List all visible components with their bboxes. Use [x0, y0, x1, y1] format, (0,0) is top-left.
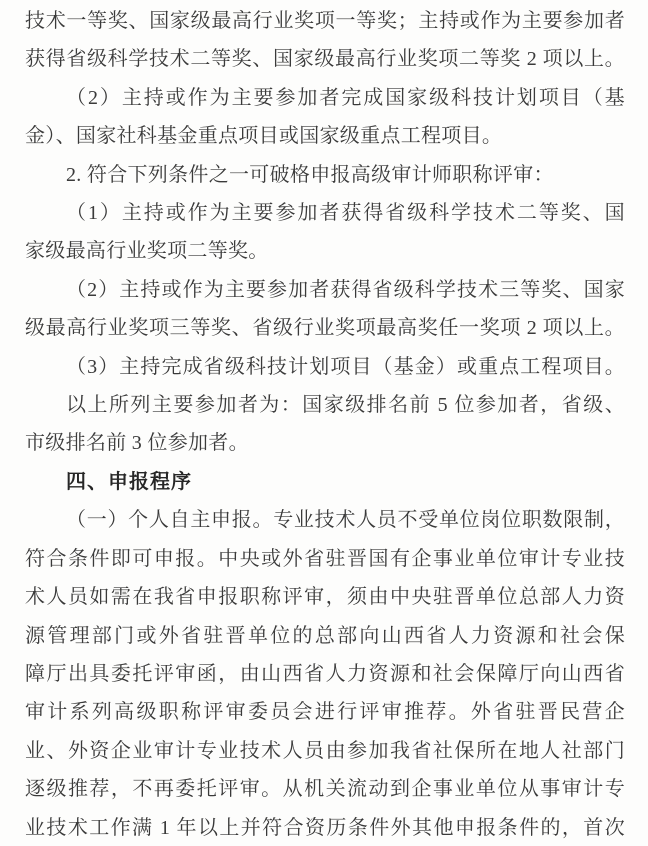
- document-line: 业技术工作满 1 年以上并符合资历条件外其他申报条件的，首次: [25, 816, 625, 839]
- document-line: 获得省级科学技术二等奖、国家级最高行业奖项二等奖 2 项以上。: [25, 48, 625, 71]
- document-line: 业、外资企业审计专业技术人员由参加我省社保所在地人社部门: [25, 739, 625, 762]
- document-line: 障厅出具委托评审函，由山西省人力资源和社会保障厅向山西省: [25, 662, 625, 685]
- document-line: 以上所列主要参加者为：国家级排名前 5 位参加者，省级、: [66, 394, 625, 417]
- document-line: 级最高行业奖项三等奖、省级行业奖项最高奖任一奖项 2 项以上。: [25, 317, 625, 340]
- document-line: 源管理部门或外省驻晋单位的总部向山西省人力资源和社会保: [25, 624, 625, 647]
- document-line: 逐级推荐，不再委托评审。从机关流动到企事业单位从事审计专: [25, 778, 625, 801]
- document-line: 术人员如需在我省申报职称评审，须由中央驻晋单位总部人力资: [25, 586, 625, 609]
- section-heading: 四、申报程序: [66, 470, 192, 493]
- document-line: （一）个人自主申报。专业技术人员不受单位岗位职数限制，: [66, 509, 625, 532]
- document-line: （1）主持或作为主要参加者获得省级科学技术二等奖、国: [66, 202, 625, 225]
- document-line: 技术一等奖、国家级最高行业奖项一等奖；主持或作为主要参加者: [25, 10, 625, 32]
- document-line: 符合条件即可申报。中央或外省驻晋国有企事业单位审计专业技: [25, 547, 625, 570]
- document-line: （3）主持完成省级科技计划项目（基金）或重点工程项目。: [66, 355, 625, 378]
- document-line: 审计系列高级职称评审委员会进行评审推荐。外省驻晋民营企: [25, 701, 625, 724]
- document-line: 家级最高行业奖项二等奖。: [25, 240, 269, 263]
- document-line: 市级排名前 3 位参加者。: [25, 432, 249, 455]
- document-line: （2）主持或作为主要参加者完成国家级科技计划项目（基: [66, 86, 625, 109]
- document-line: 2. 符合下列条件之一可破格申报高级审计师职称评审：: [66, 163, 554, 186]
- document-line: 金）、国家社科基金重点项目或国家级重点工程项目。: [25, 125, 503, 148]
- document-line: （2）主持或作为主要参加者获得省级科学技术三等奖、国家: [66, 278, 625, 301]
